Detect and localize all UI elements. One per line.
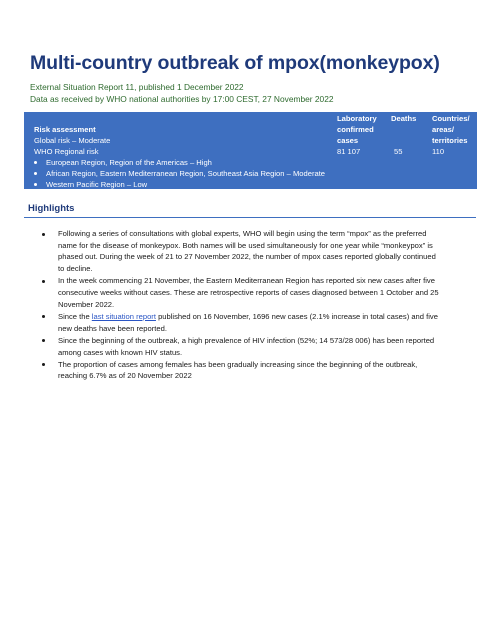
report-title: Multi-country outbreak of mpox(monkeypox) xyxy=(30,52,440,74)
deaths-value: 55 xyxy=(394,147,403,156)
list-item xyxy=(40,311,442,334)
region-risk-item: African Region, Eastern Mediterranean Region, Southeast Asia Region – Moderate xyxy=(34,169,325,178)
list-item: The proportion of cases among females has been gradually increasing since the beginning of the outbreak, reaching 6.7% as of 20 November 2022 xyxy=(40,359,442,382)
list-item: Following a series of consultations with global experts, WHO will begin using the term “mpox” as the preferred name for the disease of monkeypox. Both names will be used simultaneously for one year while “monkeypox” is phased out. During the week of 21 to 27 November 2022, the number of mpox cases reported globally continued to decline. xyxy=(40,228,442,275)
region-risk-item: Western Pacific Region – Low xyxy=(34,180,147,189)
bullet-icon xyxy=(34,183,37,186)
list-item-text: Since the xyxy=(58,311,92,321)
cases-header: cases xyxy=(337,136,359,145)
deaths-header: Deaths xyxy=(391,114,417,123)
last-situation-report-link[interactable]: last situation report xyxy=(91,311,156,321)
countries-header: Countries/ xyxy=(432,114,470,123)
highlights-list xyxy=(40,228,442,383)
highlights-heading: Highlights xyxy=(28,203,75,214)
report-subtitle: External Situation Report 11, published 1 December 2022 xyxy=(30,82,244,92)
cases-header: confirmed xyxy=(337,125,374,134)
bullet-icon xyxy=(34,161,37,164)
region-risk-item: European Region, Region of the Americas – High xyxy=(34,158,212,167)
risk-summary-banner xyxy=(24,112,477,189)
countries-value: 110 xyxy=(432,147,445,156)
bullet-icon xyxy=(34,172,37,175)
global-risk: Global risk – Moderate xyxy=(34,136,111,145)
list-item: In the week commencing 21 November, the Eastern Mediterranean Region has reported six new cases after five consecutive weeks without cases. These are retrospective reports of cases diagnosed between 1 October and 25 November 2022. xyxy=(40,275,442,310)
data-note: Data as received by WHO national authorities by 17:00 CEST, 27 November 2022 xyxy=(30,94,334,104)
highlights-divider xyxy=(24,217,476,218)
risk-assessment-heading: Risk assessment xyxy=(34,125,96,134)
list-item-text: published on 16 November, 1696 new cases (2.1% increase in total cases) and five new deaths have been reported. xyxy=(58,311,438,333)
countries-header: areas/ xyxy=(432,125,454,134)
list-item: Since the beginning of the outbreak, a high prevalence of HIV infection (52%; 14 573/28 006) has been reported among cases with known HIV status. xyxy=(40,335,442,358)
regional-risk-label: WHO Regional risk xyxy=(34,147,99,156)
cases-value: 81 107 xyxy=(337,147,361,156)
countries-header: territories xyxy=(432,136,468,145)
cases-header: Laboratory xyxy=(337,114,377,123)
